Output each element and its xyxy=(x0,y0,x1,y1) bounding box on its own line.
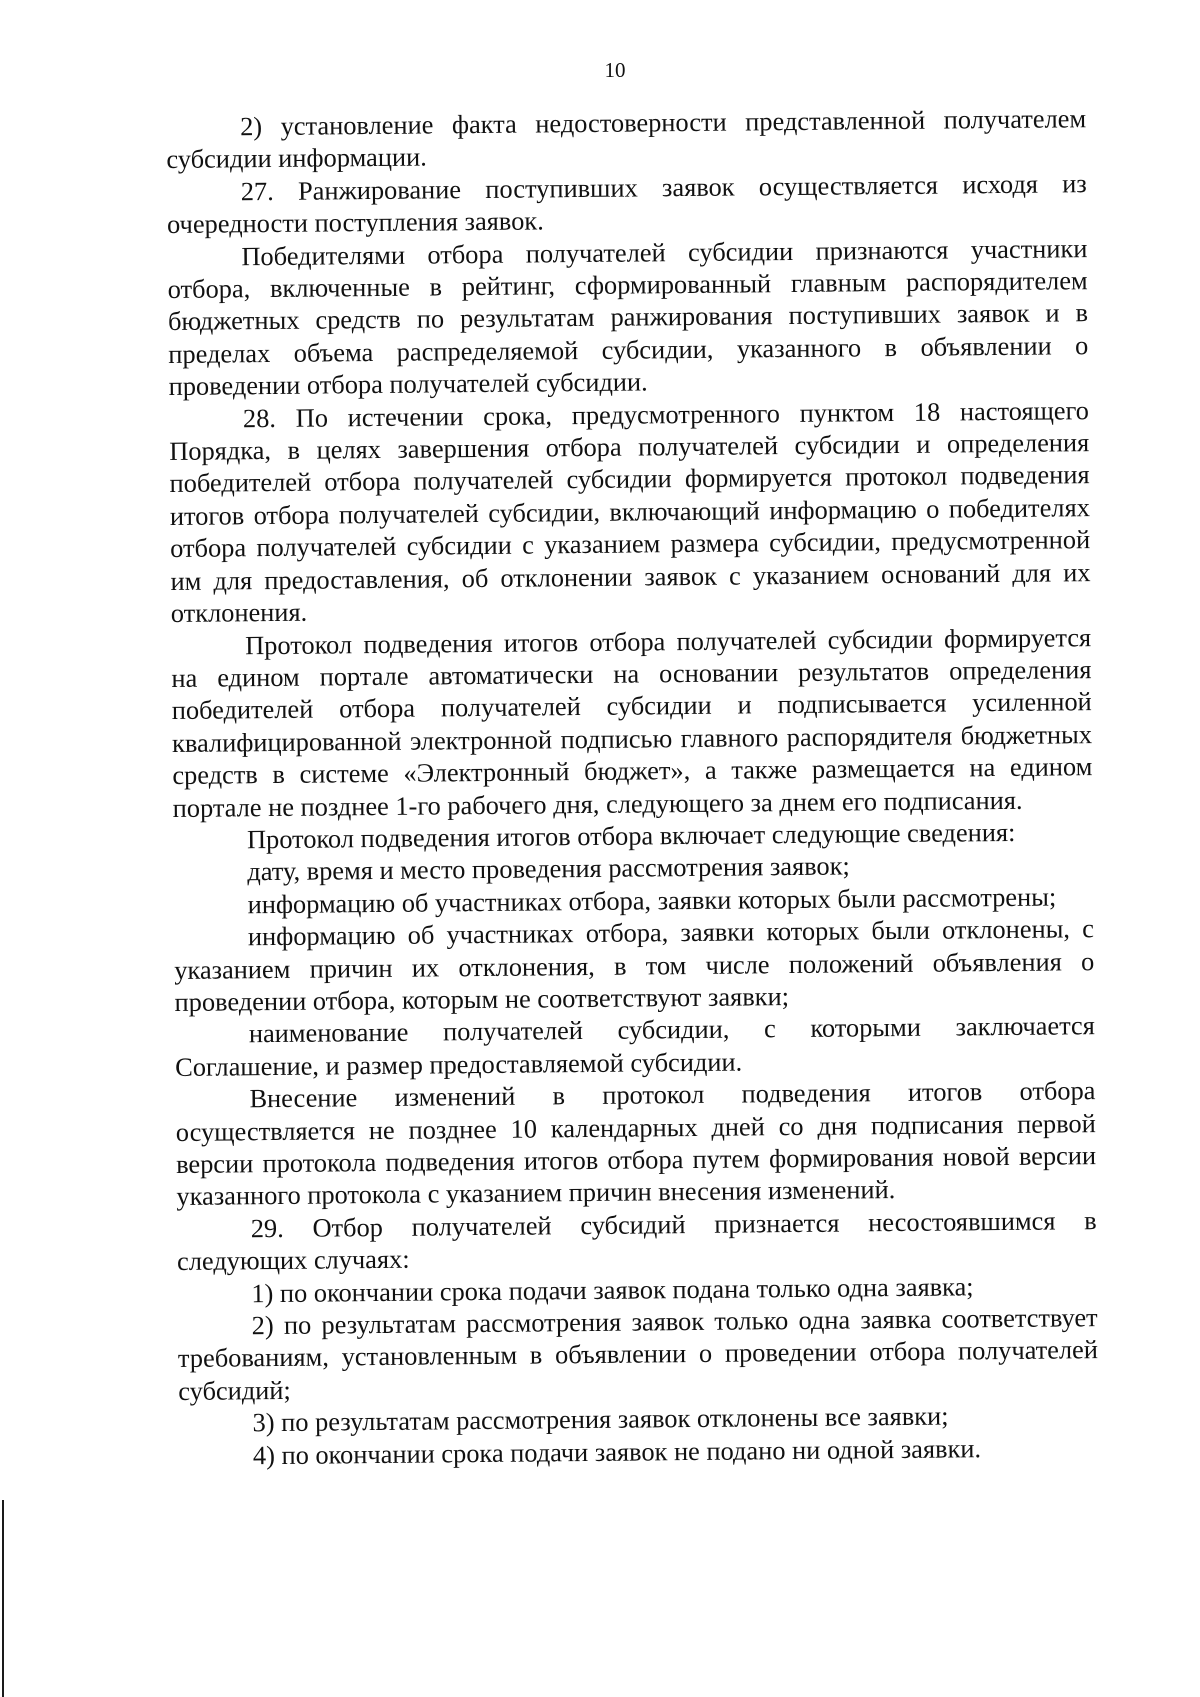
list-item-case-1: 1) по окончании срока подачи заявок подана только одна заявка; xyxy=(251,1270,974,1308)
scan-edge-line xyxy=(2,1500,4,1697)
paragraph-protocol-changes: Внесение изменений в протокол подведения итогов отбора осуществляется не позднее 10 календарных дней со дня подписания первой версии протокола подведения итогов отбора путем формирования новой версии указанного протокола с указанием причин внесения изменений. xyxy=(175,1075,1097,1212)
paragraph-item-2-unreliable-info: 2) установление факта недостоверности представленной получателем субсидии информации. xyxy=(166,103,1087,175)
list-item-case-3: 3) по результатам рассмотрения заявок отклонены все заявки; xyxy=(252,1400,949,1438)
paragraph-28-protocol: 28. По истечении срока, предусмотренного пунктом 18 настоящего Порядка, в целях завершения отбора получателей субсидии и определения победителей отбора получателей субсидии формируется протокол подведения итогов отбора получателей субсидии, включающий информацию о победителях отбора получателей субсидии с указанием размера субсидии, предусмотренной им для предоставления, об отклонении заявок с указанием оснований для их отклонения. xyxy=(169,394,1091,629)
page-number: 10 xyxy=(604,58,626,82)
paragraph-27-ranking: 27. Ранжирование поступивших заявок осуществляется исходя из очередности поступления заявок. xyxy=(166,167,1087,240)
list-item-rejected-participants: информацию об участниках отбора, заявки которых были отклонены, с указанием причин их отклонения, в том числе положений объявления о проведении отбора, которым не соответствуют заявки; xyxy=(174,913,1095,1017)
list-item-case-2: 2) по результатам рассмотрения заявок только одна заявка соответствует требованиям, установленным в объявлении о проведении отбора получателей субсидий; xyxy=(177,1302,1099,1406)
list-item-date-time-place: дату, время и место проведения рассмотрения заявок; xyxy=(247,850,850,887)
document-body xyxy=(166,102,1099,1472)
list-item-recipients-agreement: наименование получателей субсидии, с которыми заключается Соглашение, и размер предоставляемой субсидии. xyxy=(175,1010,1095,1082)
paragraph-29-failed-selection: 29. Отбор получателей субсидий признается несостоявшимся в следующих случаях: xyxy=(176,1204,1097,1277)
list-item-case-4: 4) по окончании срока подачи заявок не подано ни одной заявки. xyxy=(252,1432,982,1470)
paragraph-protocol-portal: Протокол подведения итогов отбора получателей субсидии формируется на едином портале автоматически на основании результатов определения победителей отбора получателей субсидии и подписывается усиленной квалифицированной электронной подписью главного распорядителя бюджетных средств в системе «Электронный бюджет», а также размещается на едином портале не позднее 1-го рабочего дня, следующего за днем его подписания. xyxy=(171,621,1093,823)
list-item-reviewed-participants: информацию об участниках отбора, заявки которых были рассмотрены; xyxy=(247,881,1057,920)
paragraph-winners: Победителями отбора получателей субсидии признаются участники отбора, включенные в рейтинг, сформированный главным распорядителем бюджетных средств по результатам ранжирования поступивших заявок и в пределах объема распределяемой субсидии, указанного в объявлении о проведении отбора получателей субсидии. xyxy=(167,232,1089,402)
paragraph-protocol-contents: Протокол подведения итогов отбора включает следующие сведения: xyxy=(246,816,1016,855)
